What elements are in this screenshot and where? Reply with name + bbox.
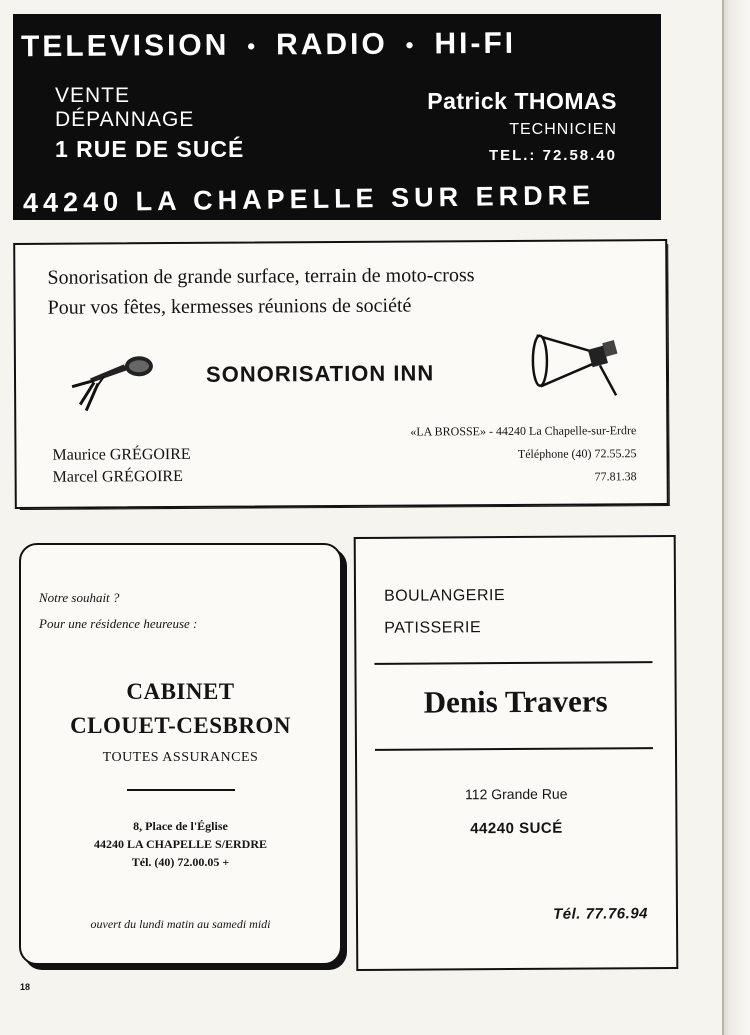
bullet-separator: • — [247, 33, 259, 59]
service-line: VENTE — [55, 84, 131, 107]
divider — [375, 747, 653, 750]
intro-line: Sonorisation de grande surface, terrain de moto-cross — [47, 264, 475, 289]
technician-name: Patrick THOMAS — [427, 88, 617, 114]
address-line: Tél. (40) 72.00.05 + — [131, 855, 230, 869]
title-line: CABINET — [126, 679, 235, 704]
baker-name: Denis Travers — [423, 683, 608, 720]
sono-phone-2: 77.81.38 — [594, 469, 637, 484]
sono-owners — [52, 444, 190, 489]
microphone-icon — [64, 350, 156, 415]
bullet-separator: • — [405, 32, 417, 58]
cabinet-hours: ouvert du lundi matin au samedi midi — [90, 917, 271, 931]
owner-name: Maurice GRÉGOIRE — [52, 445, 191, 464]
page-number: 18 — [20, 982, 31, 992]
technician-role: TECHNICIEN — [509, 121, 617, 138]
kind-line: PATISSERIE — [384, 619, 482, 637]
address-line: 44240 LA CHAPELLE S/ERDRE — [93, 837, 268, 851]
sono-phone: Téléphone (40) 72.55.25 — [517, 446, 637, 461]
intro-line: Pour vos fêtes, kermesses réunions de société — [47, 294, 412, 319]
cabinet-title — [21, 675, 340, 743]
address-line: 8, Place de l'Église — [133, 819, 228, 833]
bakery-phone: Tél. 77.76.94 — [553, 905, 649, 923]
divider — [127, 789, 235, 791]
bakery-city: 44240 SUCÉ — [470, 819, 563, 838]
tv-services — [55, 84, 244, 166]
tv-address: 1 RUE DE SUCÉ — [55, 136, 245, 162]
headline-word: RADIO — [275, 27, 388, 62]
wish-line: Notre souhait ? — [39, 590, 120, 605]
cabinet-advert — [19, 543, 342, 965]
cabinet-wish — [39, 585, 197, 637]
cabinet-subtitle: TOUTES ASSURANCES — [102, 750, 259, 765]
bakery-street: 112 Grande Rue — [464, 785, 568, 803]
tv-city: 44240 LA CHAPELLE SUR ERDRE — [22, 180, 596, 218]
title-line: CLOUET-CESBRON — [70, 713, 291, 738]
tv-headline — [21, 26, 655, 64]
page-fold — [722, 0, 724, 1035]
headline-word: TELEVISION — [20, 28, 230, 64]
page-edge — [722, 0, 750, 1035]
sonorisation-advert — [13, 239, 669, 509]
sono-contact — [410, 419, 636, 489]
kind-line: BOULANGERIE — [383, 587, 506, 605]
headline-word: HI-FI — [434, 26, 517, 61]
cabinet-address — [21, 817, 340, 871]
shop-kind — [384, 580, 505, 645]
tv-phone: TEL.: 72.58.40 — [488, 147, 617, 164]
wish-line: Pour une résidence heureuse : — [39, 616, 198, 631]
tv-technician — [427, 88, 617, 164]
tv-radio-advert — [13, 14, 661, 220]
divider — [374, 661, 652, 664]
sono-brand: SONORISATION INN — [205, 360, 435, 387]
boulangerie-advert — [354, 535, 679, 971]
sono-address: «LA BROSSE» - 44240 La Chapelle-sur-Erdre — [410, 423, 637, 439]
loudspeaker-horn-icon — [528, 327, 626, 400]
owner-name: Marcel GRÉGOIRE — [52, 467, 183, 486]
sono-intro — [47, 260, 474, 323]
service-line: DÉPANNAGE — [55, 108, 195, 131]
